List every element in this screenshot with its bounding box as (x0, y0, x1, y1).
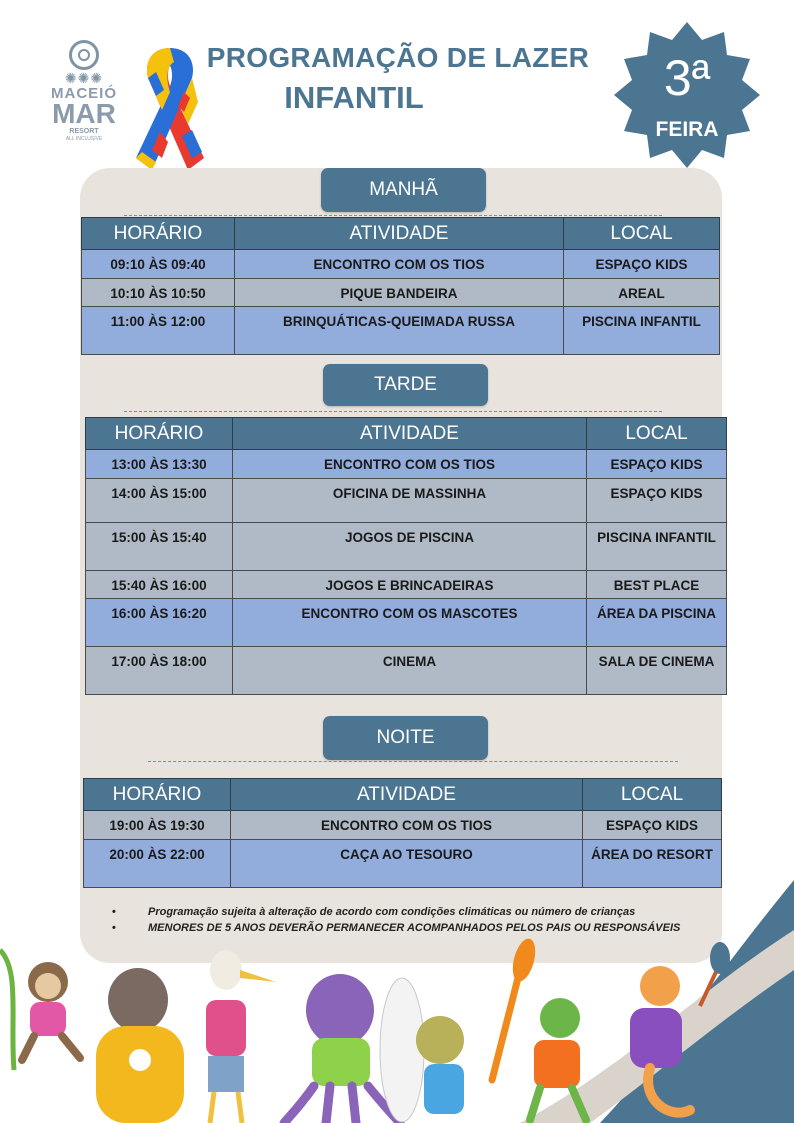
table-row (82, 279, 720, 307)
place-cell: PISCINA INFANTIL (587, 523, 727, 571)
seal-mascot-icon (96, 968, 184, 1123)
morning-schedule-table (81, 217, 720, 355)
note-text: MENORES DE 5 ANOS DEVERÃO PERMANECER ACOMPANHADOS PELOS PAIS OU RESPONSÁVEIS (148, 922, 681, 934)
table-header-row (82, 218, 720, 250)
table-row (86, 523, 727, 571)
place-cell: BEST PLACE (587, 571, 727, 599)
resort-logo (44, 40, 124, 143)
table-row (84, 840, 722, 888)
bird-mascot-icon (206, 950, 276, 1123)
column-header-time: HORÁRIO (84, 779, 231, 811)
table-row (86, 571, 727, 599)
activity-cell: ENCONTRO COM OS TIOS (231, 811, 583, 840)
lizard-mascot-icon (530, 998, 586, 1120)
activity-cell: OFICINA DE MASSINHA (233, 479, 587, 523)
place-cell: ÁREA DO RESORT (583, 840, 722, 888)
section-label-afternoon: TARDE (323, 364, 488, 406)
divider (148, 761, 678, 762)
time-cell: 11:00 ÀS 12:00 (82, 307, 235, 355)
activity-cell: CINEMA (233, 647, 587, 695)
time-cell: 10:10 ÀS 10:50 (82, 279, 235, 307)
divider (124, 411, 662, 412)
time-cell: 19:00 ÀS 19:30 (84, 811, 231, 840)
column-header-activity: ATIVIDADE (235, 218, 564, 250)
table-row (82, 307, 720, 355)
place-cell: AREAL (564, 279, 720, 307)
activity-cell: ENCONTRO COM OS TIOS (233, 450, 587, 479)
activity-cell: PIQUE BANDEIRA (235, 279, 564, 307)
table-row (84, 811, 722, 840)
note-text: Programação sujeita à alteração de acordo com condições climáticas ou número de crianças (148, 906, 636, 918)
activity-cell: JOGOS DE PISCINA (233, 523, 587, 571)
place-cell: ÁREA DA PISCINA (587, 599, 727, 647)
table-row (86, 479, 727, 523)
time-cell: 14:00 ÀS 15:00 (86, 479, 233, 523)
note-item (112, 904, 712, 920)
bullet-icon: • (112, 922, 116, 934)
time-cell: 17:00 ÀS 18:00 (86, 647, 233, 695)
column-header-place: LOCAL (564, 218, 720, 250)
section-label-morning: MANHÃ (321, 168, 486, 212)
leaves-icon: ✺✺✺ (64, 70, 104, 86)
activity-cell: BRINQUÁTICAS-QUEIMADA RUSSA (235, 307, 564, 355)
seahorse-mascot-icon (630, 942, 730, 1113)
time-cell: 13:00 ÀS 13:30 (86, 450, 233, 479)
section-label-night: NOITE (323, 716, 488, 760)
day-number: 3ª (663, 50, 711, 106)
logo-line-4: ALL INCLUSIVE (65, 136, 103, 142)
day-label: FEIRA (655, 118, 719, 141)
column-header-activity: ATIVIDADE (231, 779, 583, 811)
column-header-time: HORÁRIO (86, 418, 233, 450)
table-row (86, 647, 727, 695)
column-header-place: LOCAL (587, 418, 727, 450)
kids-club-mascots-illustration (0, 930, 794, 1123)
activity-cell: CAÇA AO TESOURO (231, 840, 583, 888)
column-header-time: HORÁRIO (82, 218, 235, 250)
table-row (86, 599, 727, 647)
activity-cell: ENCONTRO COM OS MASCOTES (233, 599, 587, 647)
time-cell: 15:40 ÀS 16:00 (86, 571, 233, 599)
table-header-row (86, 418, 727, 450)
time-cell: 16:00 ÀS 16:20 (86, 599, 233, 647)
column-header-activity: ATIVIDADE (233, 418, 587, 450)
turtle-mascot-icon (380, 978, 464, 1122)
place-cell: ESPAÇO KIDS (587, 479, 727, 523)
divider (124, 215, 662, 216)
activity-cell: ENCONTRO COM OS TIOS (235, 250, 564, 279)
place-cell: ESPAÇO KIDS (587, 450, 727, 479)
place-cell: ESPAÇO KIDS (564, 250, 720, 279)
table-row (82, 250, 720, 279)
afternoon-schedule-table (85, 417, 727, 695)
page-title: PROGRAMAÇÃO DE LAZER (206, 42, 590, 73)
logo-line-1: MACEIÓ (51, 85, 117, 102)
table-header-row (84, 779, 722, 811)
time-cell: 20:00 ÀS 22:00 (84, 840, 231, 888)
palm-rings-logo-icon (69, 40, 99, 70)
place-cell: PISCINA INFANTIL (564, 307, 720, 355)
logo-line-2: MAR (52, 98, 116, 129)
activity-cell: JOGOS E BRINCADEIRAS (233, 571, 587, 599)
time-cell: 09:10 ÀS 09:40 (82, 250, 235, 279)
logo-line-3: RESORT (69, 128, 99, 135)
table-row (86, 450, 727, 479)
column-header-place: LOCAL (583, 779, 722, 811)
place-cell: SALA DE CINEMA (587, 647, 727, 695)
monkey-mascot-icon (22, 962, 80, 1060)
bullet-icon: • (112, 906, 116, 918)
place-cell: ESPAÇO KIDS (583, 811, 722, 840)
page-subtitle: INFANTIL (284, 80, 424, 115)
night-schedule-table (83, 778, 722, 888)
time-cell: 15:00 ÀS 15:40 (86, 523, 233, 571)
